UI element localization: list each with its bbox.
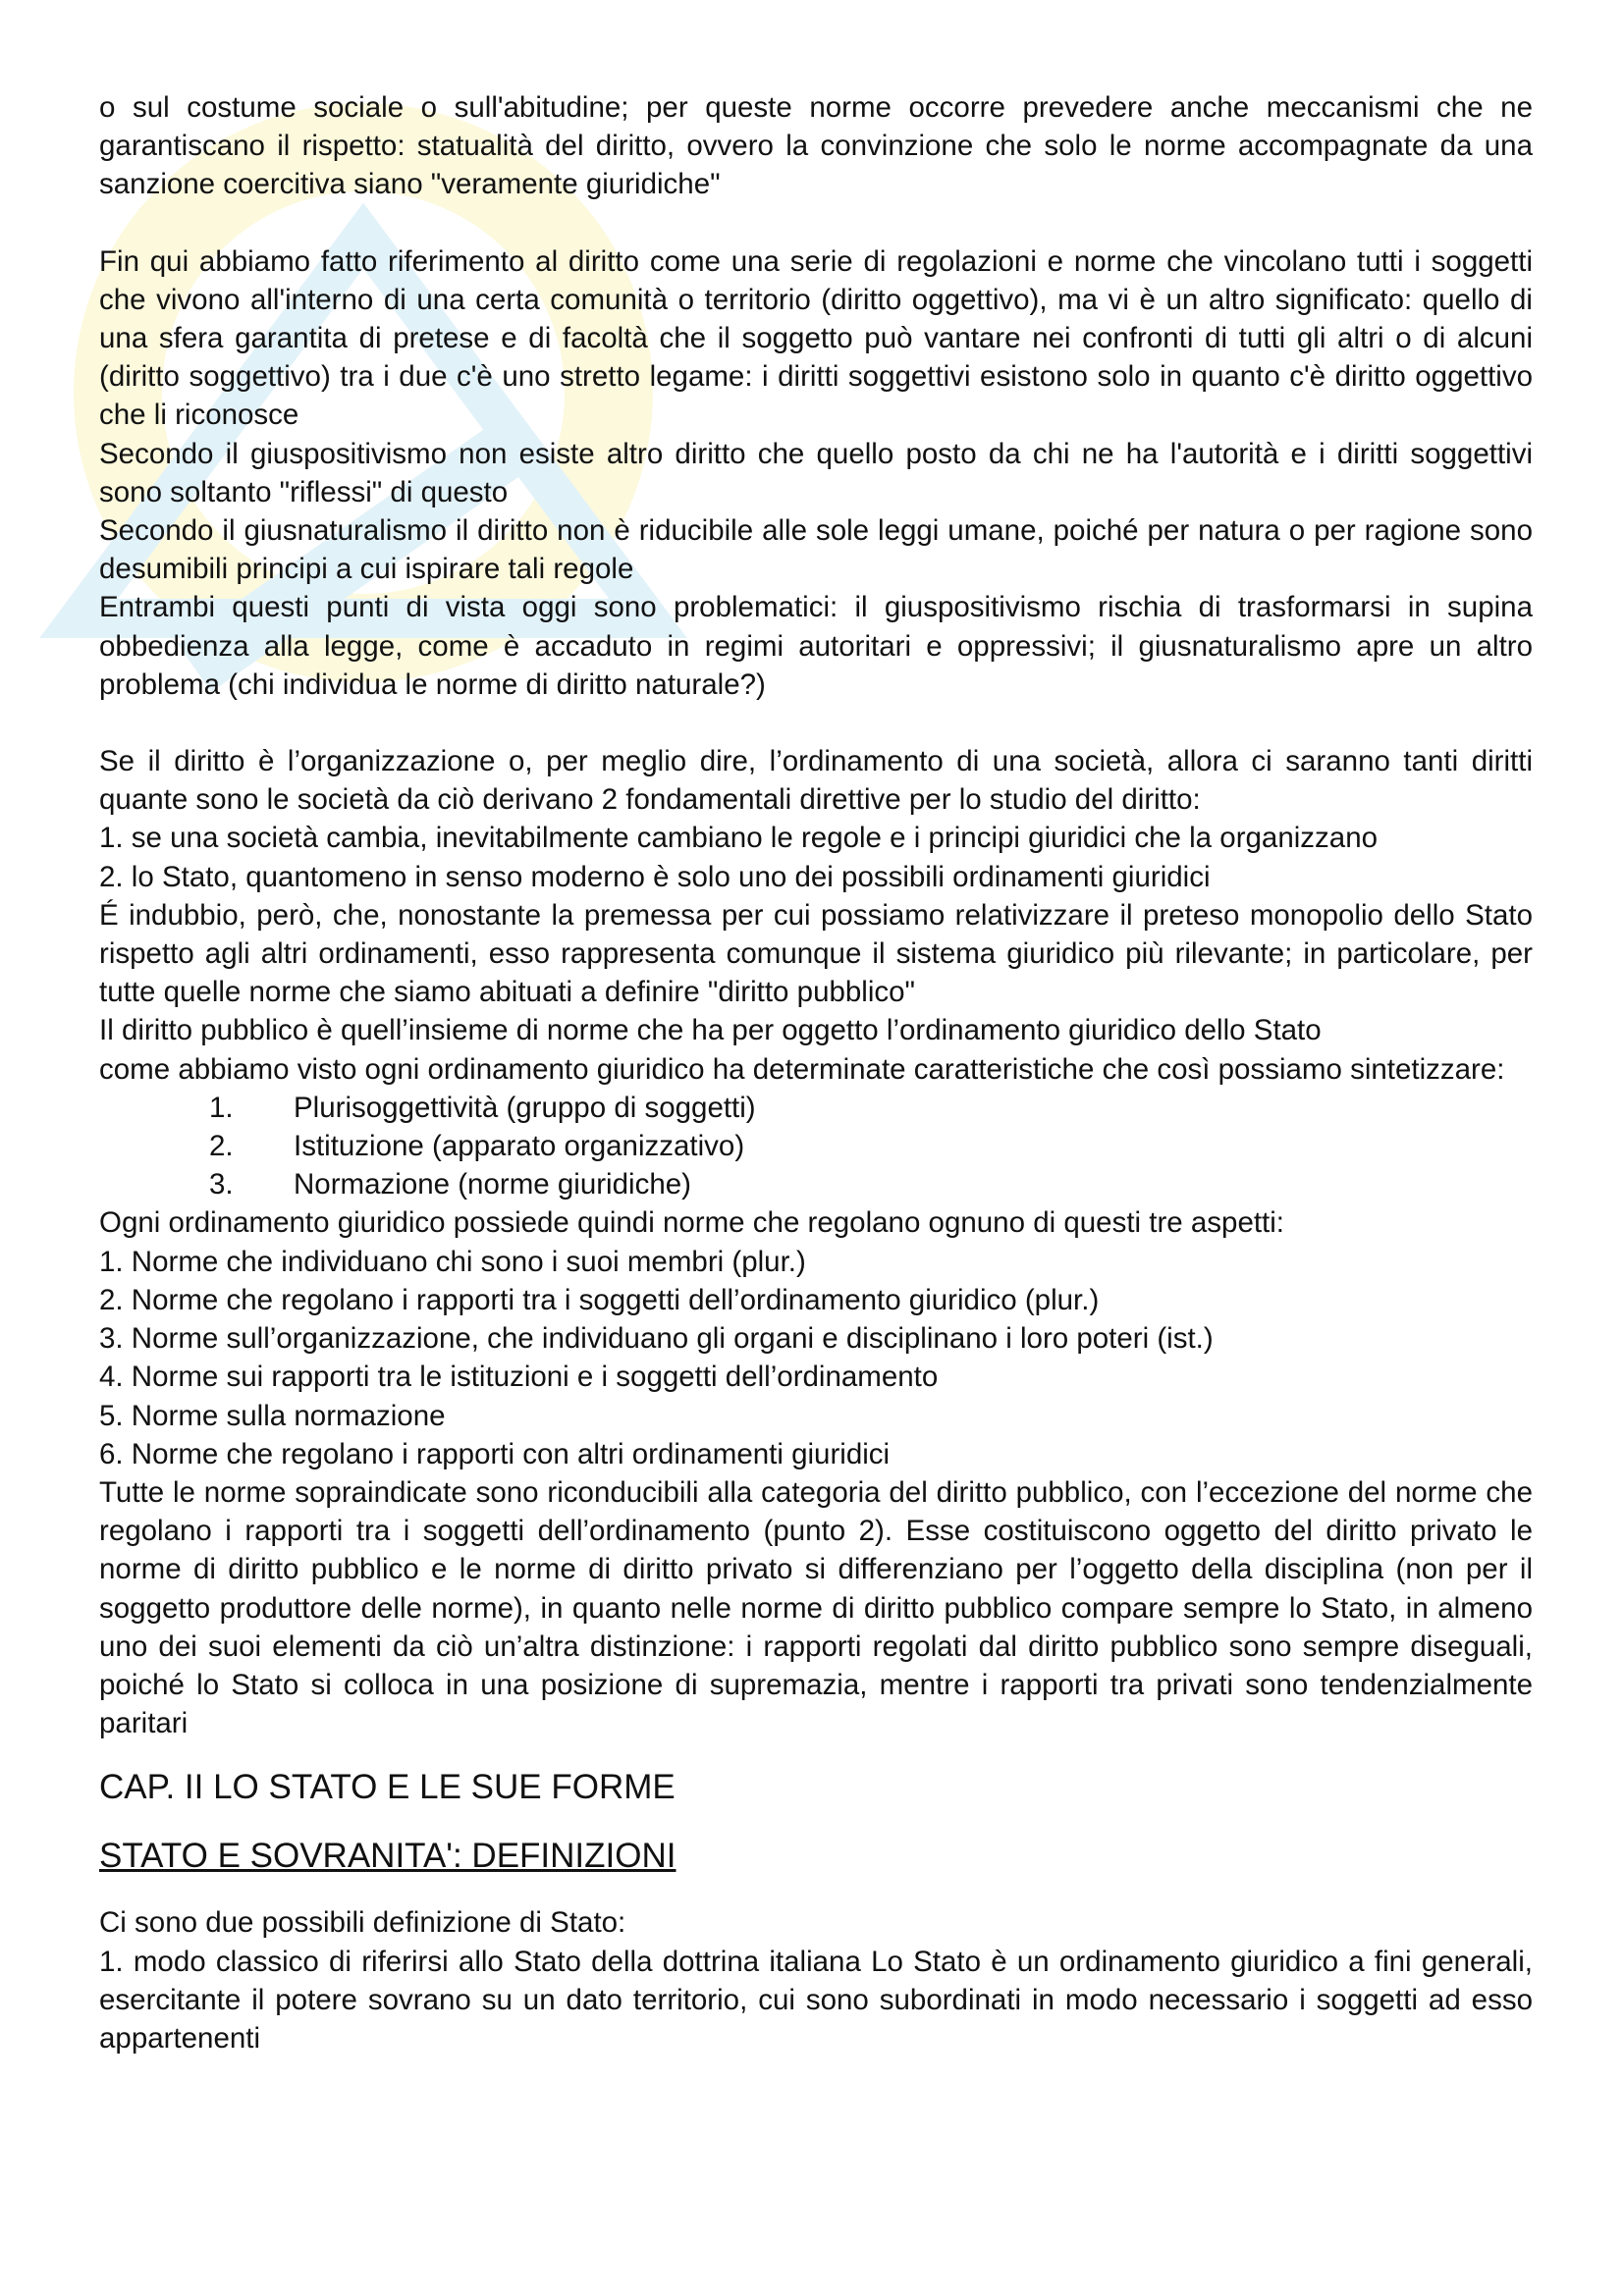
paragraph-diritto-pubblico-def: Il diritto pubblico è quell’insieme di norme che ha per oggetto l’ordinamento giuridico dello Stato (99, 1014, 1322, 1047)
list-item: 2. Istituzione (apparato organizzativo) (209, 1130, 745, 1163)
paragraph-giusnaturalismo: Secondo il giusnaturalismo il diritto non è riducibile alle sole leggi umane, poiché per natura o per ragione sono desumibili principi a cui ispirare tali regole (99, 514, 1533, 586)
section-heading: STATO E SOVRANITA': DEFINIZIONI (99, 1837, 676, 1876)
norms-list (99, 1243, 1533, 1473)
paragraph-problematici: Entrambi questi punti di vista oggi sono problematici: il giuspositivismo rischia di trasformarsi in supina obbedienza alla legge, come è accaduto in regimi autoritari e oppressivi; il giusnaturalismo apre un altro problema (chi individua le norme di diritto naturale?) (99, 591, 1533, 701)
list-item: 4. Norme sui rapporti tra le istituzioni e i soggetti dell’ordinamento (99, 1361, 939, 1394)
paragraph-giuspositivismo: Secondo il giuspositivismo non esiste altro diritto che quello posto da chi ne ha l'autorità e i diritti soggettivi sono soltanto "riflessi" di questo (99, 437, 1533, 508)
paragraph-diritto-oggettivo: Fin qui abbiamo fatto riferimento al diritto come una serie di regolazioni e norme che vincolano tutti i soggetti che vivono all'interno di una certa comunità o territorio (diritto oggettivo), ma vi è un altro significato: quello di una sfera garantita di pretese e di facoltà che il soggetto può vantare nei confronti di tutti gli altri o di alcuni (diritto soggettivo) tra i due c'è uno stretto legame: i diritti soggettivi esistono solo in quanto c'è diritto oggettivo che li riconosce (99, 244, 1533, 432)
list-item: 5. Norme sulla normazione (99, 1399, 446, 1432)
list-item: 3. Norme sull’organizzazione, che individuano gli organi e disciplinano i loro poteri (ist.) (99, 1322, 1214, 1356)
paragraph-caratteristiche-intro: come abbiamo visto ogni ordinamento giuridico ha determinate caratteristiche che così possiamo sintetizzare: (99, 1052, 1505, 1086)
paragraph-direttiva-1: 1. se una società cambia, inevitabilmente cambiano le regole e i principi giuridici che la organizzano (99, 822, 1379, 855)
paragraph-definizione-1: 1. modo classico di riferirsi allo Stato della dottrina italiana Lo Stato è un ordinamento giuridico a fini generali, esercitante il potere sovrano su un dato territorio, cui sono subordinati in modo necessario i soggetti ad esso appartenenti (99, 1945, 1533, 2055)
paragraph-norme-intro: Ogni ordinamento giuridico possiede quindi norme che regolano ognuno di questi tre aspetti: (99, 1206, 1284, 1240)
list-item: 1. Plurisoggettività (gruppo di soggetti) (209, 1091, 756, 1124)
paragraph-direttiva-2: 2. lo Stato, quantomeno in senso moderno è solo uno dei possibili ordinamenti giuridici (99, 860, 1211, 893)
paragraph-definizioni-intro: Ci sono due possibili definizione di Stato: (99, 1906, 626, 1940)
list-item: 1. Norme che individuano chi sono i suoi membri (plur.) (99, 1245, 806, 1278)
paragraph-statualita: o sul costume sociale o sull'abitudine; per queste norme occorre prevedere anche meccanismi che ne garantiscano il rispetto: statualità del diritto, ovvero la convinzione che solo le norme accompagnate da una sanzione coercitiva siano "veramente giuridiche" (99, 91, 1533, 201)
chapter-heading: CAP. II LO STATO E LE SUE FORME (99, 1768, 676, 1807)
characteristics-list (99, 1089, 1533, 1204)
list-item: 6. Norme che regolano i rapporti con altri ordinamenti giuridici (99, 1437, 891, 1470)
paragraph-ordinamento-societa: Se il diritto è l’organizzazione o, per meglio dire, l’ordinamento di una società, allora ci saranno tanti diritti quante sono le società da ciò derivano 2 fondamentali direttive per lo studio del diritto: (99, 745, 1533, 817)
document-page (99, 88, 1533, 2057)
paragraph-monopolio-stato: É indubbio, però, che, nonostante la premessa per cui possiamo relativizzare il preteso monopolio dello Stato rispetto agli altri ordinamenti, esso rappresenta comunque il sistema giuridico più rilevante; in particolare, per tutte quelle norme che siamo abituati a definire "diritto pubblico" (99, 898, 1533, 1009)
list-item: 3. Normazione (norme giuridiche) (209, 1168, 691, 1201)
list-item: 2. Norme che regolano i rapporti tra i soggetti dell’ordinamento giuridico (plur.) (99, 1283, 1100, 1316)
paragraph-diritto-privato: Tutte le norme sopraindicate sono riconducibili alla categoria del diritto pubblico, con l’eccezione del norme che regolano i rapporti tra i soggetti dell’ordinamento (punto 2). Esse costituiscono oggetto del diritto privato le norme di diritto pubblico e le norme di diritto privato si differenziano per l’oggetto della disciplina (non per il soggetto produttore delle norme), in quanto nelle norme di diritto pubblico compare sempre lo Stato, in almeno uno dei suoi elementi da ciò un’altra distinzione: i rapporti regolati dal diritto pubblico sono sempre diseguali, poiché lo Stato si colloca in una posizione di supremazia, mentre i rapporti tra privati sono tendenzialmente paritari (99, 1475, 1533, 1740)
